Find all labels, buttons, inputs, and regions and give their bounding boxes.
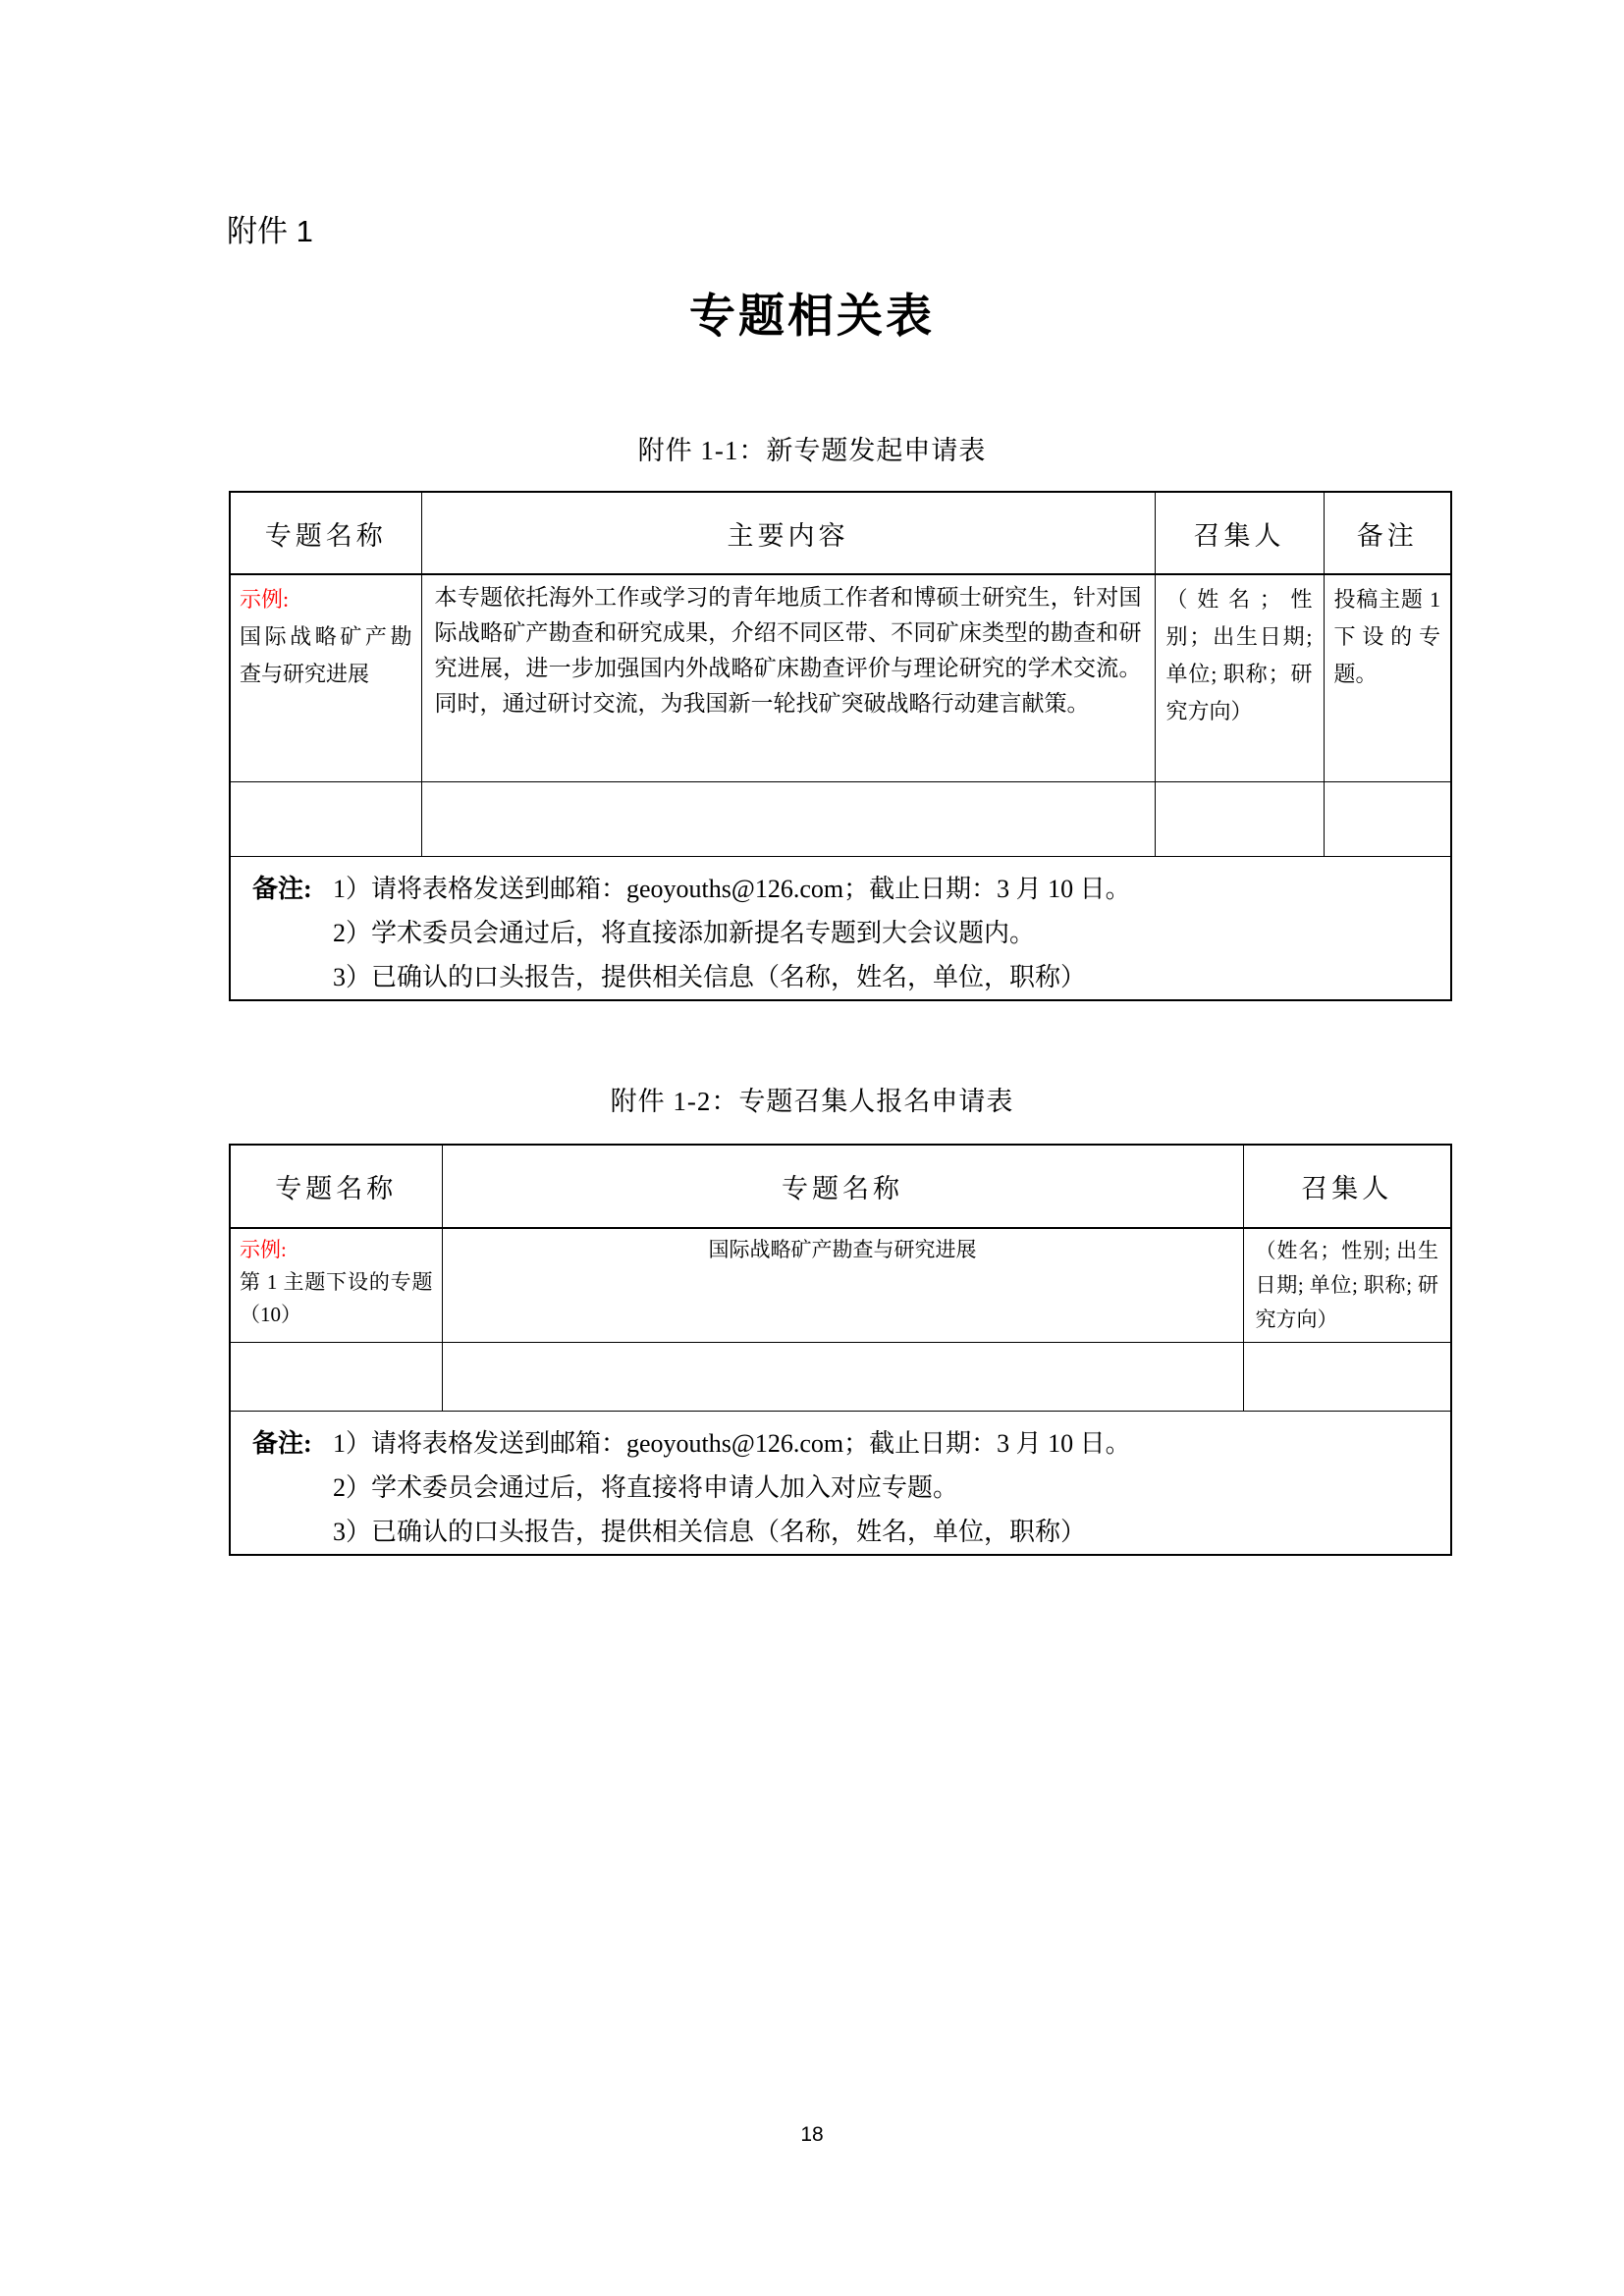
topic-title-cell: 国际战略矿产勘查与研究进展	[442, 1228, 1243, 1343]
header-cell-topic-name: 专题名称	[230, 1145, 442, 1228]
convener-cell: （姓名；性别; 出生日期; 单位; 职称; 研究方向）	[1243, 1228, 1451, 1343]
header-cell-main-content: 主要内容	[421, 492, 1155, 574]
note-line-1: 1）请将表格发送到邮箱：geoyouths@126.com；截止日期：3 月 10 日。	[333, 1429, 1131, 1458]
table2-caption: 附件 1-2：专题召集人报名申请表	[610, 1087, 1014, 1116]
note-line-2: 2）学术委员会通过后，将直接添加新提名专题到大会议题内。	[333, 918, 1036, 947]
main-content-cell: 本专题依托海外工作或学习的青年地质工作者和博硕士研究生，针对国际战略矿产勘查和研究成果，介绍不同区带、不同矿床类型的勘查和研究进展，进一步加强国内外战略矿床勘查评价与理论研究的学术交流。同时，通过研讨交流，为我国新一轮找矿突破战略行动建言献策。	[421, 574, 1155, 781]
topic-name-text: 第 1 主题下设的专题（10）	[240, 1270, 433, 1326]
example-label: 示例:	[240, 587, 290, 612]
topic-name-cell	[230, 1228, 442, 1343]
table-row-empty	[230, 1343, 1451, 1412]
notes-cell	[230, 856, 1451, 1000]
table1-notes	[231, 857, 1450, 999]
empty-cell	[230, 781, 421, 856]
empty-cell	[442, 1343, 1243, 1412]
page-number: 18	[800, 2123, 824, 2146]
notes-cell	[230, 1412, 1451, 1556]
new-topic-application-table	[229, 491, 1452, 1001]
table-row	[230, 574, 1451, 781]
page-title: 专题相关表	[689, 292, 935, 343]
table-row-empty	[230, 781, 1451, 856]
table-header-row	[230, 492, 1451, 574]
table2-notes	[231, 1412, 1450, 1554]
header-cell-topic-name2: 专题名称	[442, 1145, 1243, 1228]
remark-cell: 投稿主题 1 下设的专题。	[1324, 574, 1451, 781]
table-notes-row	[230, 1412, 1451, 1556]
note-line-3: 3）已确认的口头报告，提供相关信息（名称，姓名，单位，职称）	[333, 962, 1087, 991]
topic-name-text: 国际战略矿产勘查与研究进展	[240, 624, 412, 686]
topic-name-cell	[230, 574, 421, 781]
note-line-3: 3）已确认的口头报告，提供相关信息（名称，姓名，单位，职称）	[333, 1518, 1087, 1546]
empty-cell	[421, 781, 1155, 856]
attachment-label: 附件 1	[227, 214, 313, 248]
header-cell-remark: 备注	[1324, 492, 1451, 574]
notes-label: 备注:	[252, 874, 312, 903]
note-line-2: 2）学术委员会通过后，将直接将申请人加入对应专题。	[333, 1473, 959, 1502]
empty-cell	[1324, 781, 1451, 856]
table-notes-row	[230, 856, 1451, 1000]
note-line-1: 1）请将表格发送到邮箱：geoyouths@126.com；截止日期：3 月 10 日。	[333, 874, 1131, 903]
header-cell-convener: 召集人	[1243, 1145, 1451, 1228]
empty-cell	[1243, 1343, 1451, 1412]
table-header-row	[230, 1145, 1451, 1228]
header-cell-topic-name: 专题名称	[230, 492, 421, 574]
table-row	[230, 1228, 1451, 1343]
empty-cell	[1155, 781, 1324, 856]
empty-cell	[230, 1343, 442, 1412]
table1-caption: 附件 1-1：新专题发起申请表	[637, 436, 987, 465]
header-cell-convener: 召集人	[1155, 492, 1324, 574]
example-label: 示例:	[240, 1238, 287, 1261]
convener-cell: （姓名；性别；出生日期; 单位; 职称；研究方向）	[1155, 574, 1324, 781]
convener-registration-table	[229, 1144, 1452, 1556]
notes-label: 备注:	[252, 1429, 312, 1458]
